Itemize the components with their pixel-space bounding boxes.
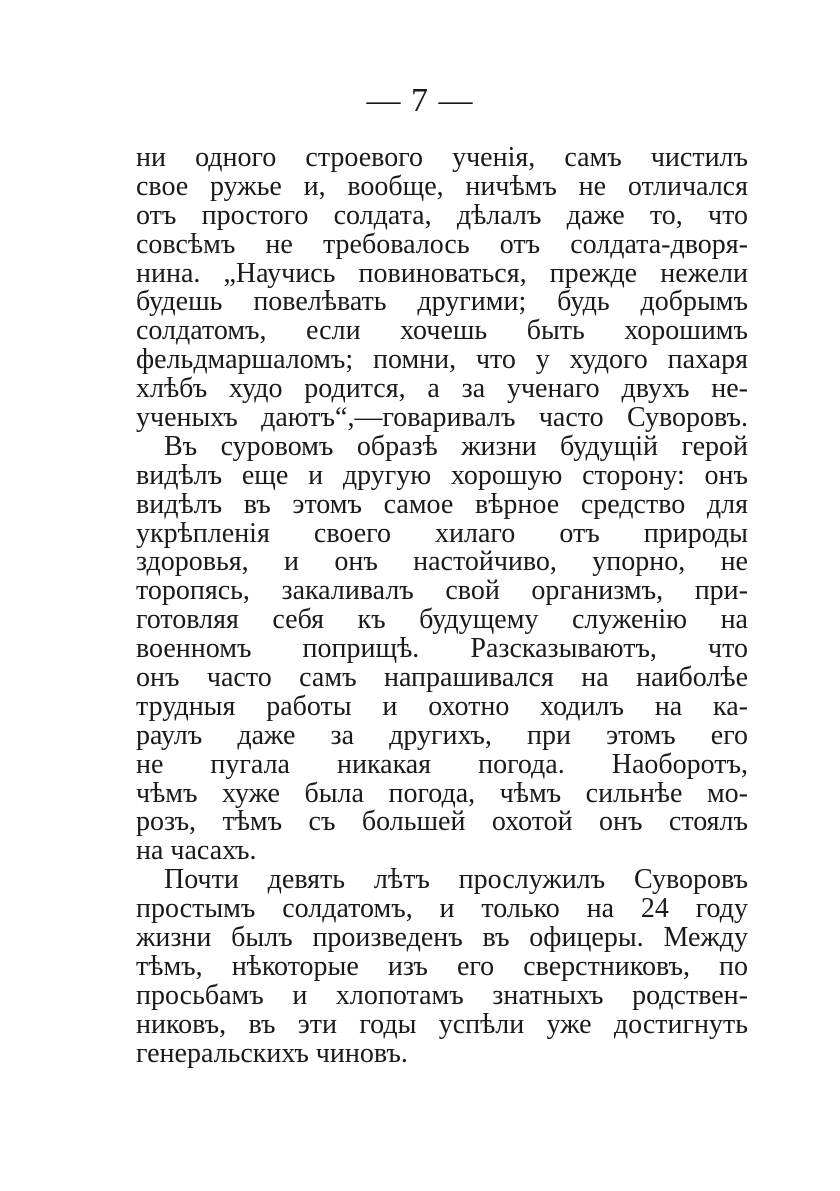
- paragraph-1: [136, 144, 748, 433]
- text-line: совсѣмъ не требовалось отъ солдата-дворя-: [136, 230, 748, 260]
- paragraph-2: [136, 433, 748, 866]
- text-line: на часахъ.: [136, 837, 257, 867]
- text-line: Въ суровомъ образѣ жизни будущій герой: [164, 432, 748, 462]
- text-line: просьбамъ и хлопотамъ знатныхъ родствен-: [136, 981, 748, 1011]
- text-line: трудныя работы и охотно ходилъ на ка-: [136, 692, 748, 722]
- text-line: видѣлъ еще и другую хорошую сторону: онъ: [136, 461, 748, 491]
- text-line: никовъ, въ эти годы успѣли уже достигнуть: [136, 1010, 748, 1040]
- text-line: хлѣбъ худо родится, а за ученаго двухъ не-: [136, 375, 748, 405]
- text-line: онъ часто самъ напрашивался на наиболѣе: [136, 664, 748, 693]
- text-line: солдатомъ, если хочешь быть хорошимъ: [136, 317, 748, 347]
- text-line: простымъ солдатомъ, и только на 24 году: [136, 895, 748, 925]
- text-line: нина. „Научись повиноваться, прежде нежели: [136, 259, 748, 289]
- text-line: здоровья, и онъ настойчиво, упорно, не: [136, 548, 748, 578]
- text-line: чѣмъ хуже была погода, чѣмъ сильнѣе мо-: [136, 779, 748, 809]
- text-line: торопясь, закаливалъ свой организмъ, при-: [136, 577, 748, 607]
- text-line: не пугала никакая погода. Наоборотъ,: [136, 750, 748, 780]
- text-line: свое ружье и, вообще, ничѣмъ не отличался: [136, 172, 748, 202]
- text-line: тѣмъ, нѣкоторые изъ его сверстниковъ, по: [136, 952, 748, 982]
- paragraph-3: [136, 866, 748, 1068]
- text-line: укрѣпленія своего хилаго отъ природы: [136, 519, 748, 549]
- text-line: фельдмаршаломъ; помни, что у худого пахаря: [136, 346, 748, 376]
- text-line: жизни былъ произведенъ въ офицеры. Между: [136, 924, 748, 953]
- page-number: — 7 —: [366, 82, 474, 119]
- text-line: Почти девять лѣтъ прослужилъ Суворовъ: [164, 866, 748, 896]
- body-text: [136, 144, 748, 1069]
- text-line: готовляя себя къ будущему служенію на: [136, 606, 748, 636]
- text-line: раулъ даже за другихъ, при этомъ его: [136, 721, 748, 751]
- text-line: военномъ поприщѣ. Разсказываютъ, что: [136, 635, 748, 665]
- text-line: ученыхъ даютъ“,—говаривалъ часто Суворовъ.: [136, 404, 748, 433]
- text-line: ни одного строевого ученія, самъ чистилъ: [136, 144, 748, 173]
- text-line: розъ, тѣмъ съ большей охотой онъ стоялъ: [136, 808, 748, 838]
- text-line: видѣлъ въ этомъ самое вѣрное средство для: [136, 490, 748, 520]
- text-line: будешь повелѣвать другими; будь добрымъ: [136, 288, 748, 318]
- text-line: генеральскихъ чиновъ.: [136, 1039, 408, 1069]
- text-line: отъ простого солдата, дѣлалъ даже то, что: [136, 201, 748, 231]
